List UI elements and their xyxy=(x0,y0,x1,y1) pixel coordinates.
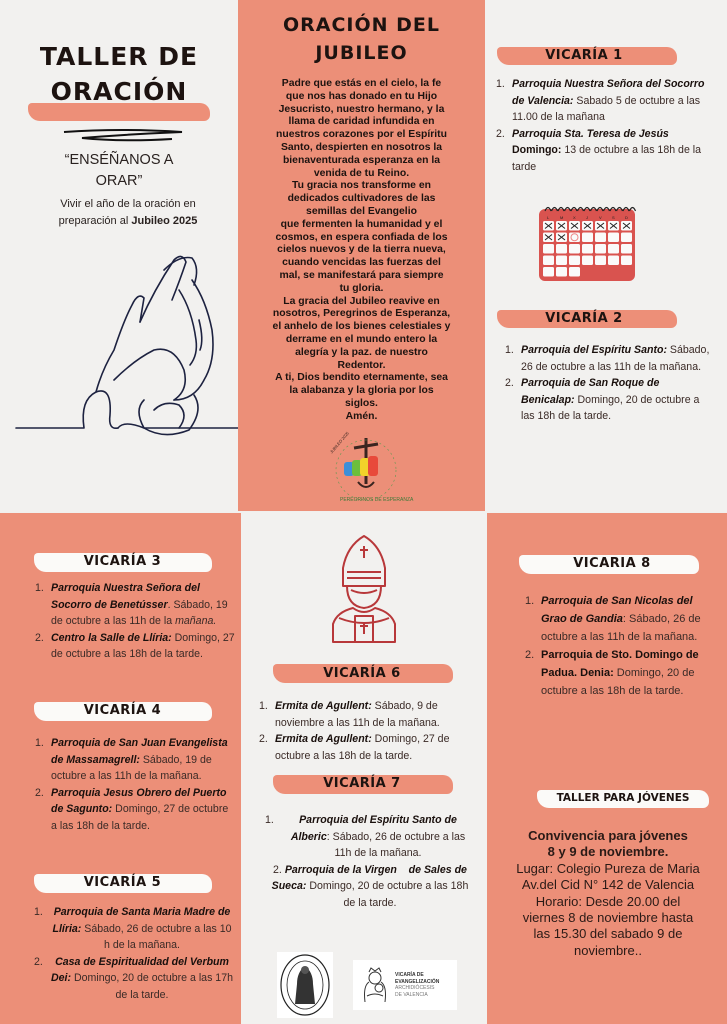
cover-title-line1: TALLER DE xyxy=(39,42,199,71)
list-item xyxy=(35,630,235,663)
parish-name: Parroquia de San Roque de Benicalap: xyxy=(521,377,660,406)
list-item xyxy=(496,76,718,126)
item-number: 2. xyxy=(496,127,505,140)
list-item xyxy=(259,731,483,764)
list-item xyxy=(265,812,475,862)
list-item xyxy=(265,862,475,912)
prayer-line: siglos. xyxy=(345,397,378,409)
vicaria4-title: VICARÍA 4 xyxy=(83,703,162,718)
logo-line3: ARCHIDIÓCESIS xyxy=(395,985,435,991)
parish-detail: . Sábado, 19 de octubre a las 11h de la xyxy=(51,598,228,627)
vicaria3-list xyxy=(35,580,235,663)
vicaria8-list xyxy=(525,592,721,700)
parish-detail: Sabado 5 de octubre a las 11.00 de la mañana xyxy=(512,94,701,123)
prayer-title-line2: JUBILEO xyxy=(315,42,408,64)
list-item xyxy=(34,904,234,954)
vicaria1-list xyxy=(496,76,718,175)
prayer-line: Santo, despierten en nosotros la xyxy=(280,141,443,153)
jovenes-heading1: Convivencia para jóvenes xyxy=(528,828,688,843)
prayer-line: Jesucristo, nuestro hermano, y la xyxy=(278,103,445,115)
cover-panel xyxy=(0,0,238,512)
parish-detail: 13 de octubre a las 18h de la tarde xyxy=(512,144,702,173)
jubilee-logo xyxy=(330,434,402,506)
calendar-cell xyxy=(582,233,593,243)
vicaria5-title: VICARÍA 5 xyxy=(83,875,162,890)
parish-detail: : Sábado, 26 de octubre a las 11h de la mañana. xyxy=(326,830,466,859)
parish-name: Parroquia de Sto. Domingo de Padua. Denia: xyxy=(541,649,699,679)
vicaria8-title: VICARIA 8 xyxy=(573,556,651,571)
prayer-line: cielos nuevos y de la tierra nueva, xyxy=(277,244,446,256)
praying-hands-icon xyxy=(14,250,240,440)
parish-name: Parroquia del Espíritu Santo: xyxy=(521,344,667,356)
subtitle-bold: Jubileo 2025 xyxy=(131,215,198,227)
calendar-cell xyxy=(569,256,580,266)
calendar-cell xyxy=(556,256,567,266)
calendar-cell xyxy=(595,244,606,254)
prayer-text xyxy=(242,78,481,424)
parish-detail-italic: mañana. xyxy=(175,615,217,627)
calendar-cell xyxy=(595,256,606,266)
calendar-day-letter: L xyxy=(547,215,550,220)
vicaria6-title: VICARÍA 6 xyxy=(323,666,401,681)
vicaria-3-4-5-panel xyxy=(0,513,241,1024)
logo-line1: VICARÍA DE xyxy=(395,972,424,978)
list-item xyxy=(34,954,234,1004)
calendar-cell xyxy=(556,244,567,254)
parish-detail: Domingo, 20 de octubre a las 18h de la tarde. xyxy=(541,667,695,697)
jovenes-heading2: 8 y 9 de noviembre. xyxy=(547,844,669,860)
parish-name: Parroquia Sta. Teresa de Jesús xyxy=(512,127,669,140)
parish-name: Ermita de Agullent: xyxy=(275,700,372,712)
list-item xyxy=(259,698,483,731)
vicaria2-title: VICARÍA 2 xyxy=(545,311,623,326)
prayer-line: que fermenten la humanidad y el xyxy=(280,218,443,230)
prayer-line: derrame en el mundo entero la xyxy=(285,333,438,345)
vicaria-6-7-panel xyxy=(241,512,487,1024)
calendar-cell xyxy=(543,267,554,277)
list-item xyxy=(35,735,235,785)
quote-line2: ORAR” xyxy=(95,173,143,189)
prayer-panel xyxy=(238,0,485,511)
prayer-line: semillas del Evangelio xyxy=(306,205,417,217)
vicaria1-title: VICARÍA 1 xyxy=(545,48,623,63)
prayer-line: Redentor. xyxy=(337,359,386,371)
calendar-cell xyxy=(543,244,554,254)
calendar-cell xyxy=(608,256,619,266)
item-number: 2. xyxy=(34,955,43,968)
calendar-cell xyxy=(608,233,619,243)
logo-text-top: JUBILEO 2025 xyxy=(328,430,350,455)
item-number: 1. xyxy=(259,700,268,712)
vicaria7-list xyxy=(265,812,475,911)
swoosh-underline-icon xyxy=(62,128,186,144)
calendar-cell xyxy=(608,244,619,254)
list-item xyxy=(505,375,715,425)
archdiocese-seal xyxy=(277,952,333,1018)
vicaria3-title: VICARÍA 3 xyxy=(83,554,162,569)
prayer-line: nuestros corazones por el Espíritu xyxy=(276,129,447,141)
prayer-line: Padre que estás en el cielo, la fe xyxy=(281,78,442,89)
jovenes-title: TALLER PARA JÓVENES xyxy=(556,792,690,804)
calendar-cell xyxy=(582,256,593,266)
parish-detail: Domingo, 20 de octubre a las 18h de la tarde. xyxy=(521,393,700,422)
parish-detail: Sábado, 26 de octubre a las 11h de la mañana. xyxy=(521,344,710,373)
item-number: 2. xyxy=(505,377,514,389)
item-number: 2. xyxy=(35,631,44,644)
prayer-line: cuando vencidas las fuerzas del xyxy=(282,257,441,269)
parish-name: Parroquia de Santa Maria Madre de Llíria: xyxy=(52,906,231,935)
calendar-day-letter: V xyxy=(599,215,602,220)
cover-subtitle xyxy=(44,196,212,230)
list-item xyxy=(35,580,235,630)
prayer-line: que nos has donado en tu Hijo xyxy=(285,90,438,102)
parish-name: Parroquia del Espíritu Santo de Alberic xyxy=(290,814,457,843)
parish-detail: Sábado, 9 de noviembre a las 11h de la mañana. xyxy=(275,700,440,729)
prayer-line: La gracia del Jubileo reavive en xyxy=(283,295,440,307)
vicaria-8-jovenes-panel xyxy=(487,513,727,1024)
calendar-cell xyxy=(621,244,632,254)
prayer-line: nosotros, Peregrinos de Esperanza, xyxy=(272,308,451,320)
parish-name: Parroquia de San Juan Evangelista de Massamagrell: xyxy=(51,737,228,766)
seal-icon xyxy=(277,952,333,1018)
parish-name: Centro la Salle de Llíria: xyxy=(51,631,172,644)
cover-quote xyxy=(0,150,238,192)
prayer-line: cosmos, en espera confiada de los xyxy=(275,231,448,243)
item-number: 1. xyxy=(505,344,514,356)
calendar-cell xyxy=(569,244,580,254)
calendar-cell xyxy=(621,233,632,243)
item-number: 2. xyxy=(273,863,282,876)
parish-detail: Domingo, 20 de octubre a las 18h de la tarde. xyxy=(306,880,469,909)
subtitle-text: Vivir el año de la oración en preparación al xyxy=(58,198,196,227)
calendar-day-letter: J xyxy=(586,215,588,220)
prayer-line: llama de caridad infundida en xyxy=(288,116,435,128)
prayer-line: dedicados cultivadores de las xyxy=(287,193,436,205)
parish-detail: Sábado, 19 de octubre a las 11h de la mañana. xyxy=(51,753,212,782)
calendar-icon xyxy=(537,203,637,283)
item-number: 2. xyxy=(259,733,268,745)
list-item xyxy=(496,126,718,176)
logo-text-bottom: PEREGRINOS DE ESPERANZA xyxy=(340,497,414,503)
vicaria6-list xyxy=(259,698,483,764)
prayer-line: A ti, Dios bendito eternamente, sea xyxy=(275,372,448,384)
vicaria4-list xyxy=(35,735,235,834)
prayer-line: Tu gracia nos transforme en xyxy=(292,180,431,192)
item-number: 1. xyxy=(265,814,274,826)
item-number: 1. xyxy=(35,737,44,749)
parish-detail: : Sábado, 26 de octubre a las 11h de la mañana. xyxy=(541,613,701,643)
prayer-title-line1: ORACIÓN DEL xyxy=(282,14,441,36)
prayer-line: Amén. xyxy=(345,410,378,422)
list-item xyxy=(525,646,721,700)
parish-detail: Domingo, 27 de octubre a las 18h de la tarde. xyxy=(51,631,235,660)
logo-line2: EVANGELIZACIÓN xyxy=(395,978,440,985)
prayer-line: la alabanza y la gloria por los xyxy=(289,385,434,397)
parish-name: Parroquia de la Virgen de Sales de Sueca: xyxy=(271,863,470,892)
prayer-line: bienaventurada esperanza en la xyxy=(282,154,441,166)
item-number: 1. xyxy=(34,906,43,918)
vicaria2-list xyxy=(505,342,715,425)
jovenes-lugar: Lugar: Colegio Pureza de Maria Av.del Cid N° 142 de Valencia xyxy=(516,860,700,893)
madonna-icon xyxy=(359,966,391,1004)
calendar-cell xyxy=(621,256,632,266)
list-item xyxy=(35,785,235,835)
calendar-cell xyxy=(543,256,554,266)
calendar-cell xyxy=(556,267,567,277)
item-number: 1. xyxy=(35,582,44,594)
parish-day: Domingo: xyxy=(512,144,562,156)
item-number: 2. xyxy=(525,649,535,661)
calendar-day-letter: S xyxy=(612,215,615,220)
item-number: 2. xyxy=(35,786,44,799)
jovenes-horario: Horario: Desde 20.00 del viernes 8 de noviembre hasta las 15.30 del sabado 9 de noviembre.. xyxy=(522,893,694,958)
vicaria7-title: VICARÍA 7 xyxy=(323,776,401,791)
item-number: 1. xyxy=(496,78,505,90)
prayer-line: tu gloria. xyxy=(339,282,384,294)
calendar-day-letter: D xyxy=(625,215,628,220)
parish-name: Parroquia Jesus Obrero del Puerto de Sagunto: xyxy=(51,786,227,815)
parish-detail: Domingo, 20 de octubre a las 17h de la tarde. xyxy=(71,972,233,1001)
calendar-cell xyxy=(569,267,580,277)
parish-name: Parroquia Nuestra Señora del Socorro de Benetússer xyxy=(51,582,200,611)
calendar-cell xyxy=(582,244,593,254)
cover-title-line2: ORACIÓN xyxy=(50,77,188,106)
prayer-line: venida de tu Reino. xyxy=(313,167,410,179)
jovenes-info xyxy=(501,828,715,959)
calendar-day-letter: X xyxy=(573,215,576,220)
item-number: 1. xyxy=(525,595,535,607)
prayer-line: el anhelo de los bienes celestiales y xyxy=(272,321,451,333)
bishop-icon xyxy=(329,532,399,644)
prayer-line: alegría y la paz. de nuestro xyxy=(295,346,428,358)
logo-line4: DE VALENCIA xyxy=(395,991,428,998)
parish-name: Ermita de Agullent: xyxy=(275,733,372,745)
calendar-cell xyxy=(595,233,606,243)
vicaria-evangelizacion-logo xyxy=(353,960,457,1010)
parish-detail: Domingo, 27 de octubre a las 18h de la tarde. xyxy=(51,803,229,832)
parish-detail: Sábado, 26 de octubre a las 10 h de la mañana. xyxy=(81,922,232,951)
prayer-line: mal, se manifestará para siempre xyxy=(279,269,444,281)
parish-detail: Domingo, 27 de octubre a las 18h de la tarde. xyxy=(275,733,450,762)
parish-name: Parroquia Nuestra Señora del Socorro de Valencia: xyxy=(512,78,705,107)
parish-name: Casa de Espiritualidad del Verbum Dei: xyxy=(51,955,229,984)
calendar-day-letter: M xyxy=(560,215,564,220)
quote-line1: “ENSÉÑANOS A xyxy=(64,152,174,168)
vicaria5-list xyxy=(34,904,234,1003)
parish-name: Parroquia de San Nicolas del Grao de Gandia xyxy=(541,595,693,625)
list-item xyxy=(505,342,715,375)
vicaria-1-2-panel xyxy=(485,0,727,512)
list-item xyxy=(525,592,721,646)
